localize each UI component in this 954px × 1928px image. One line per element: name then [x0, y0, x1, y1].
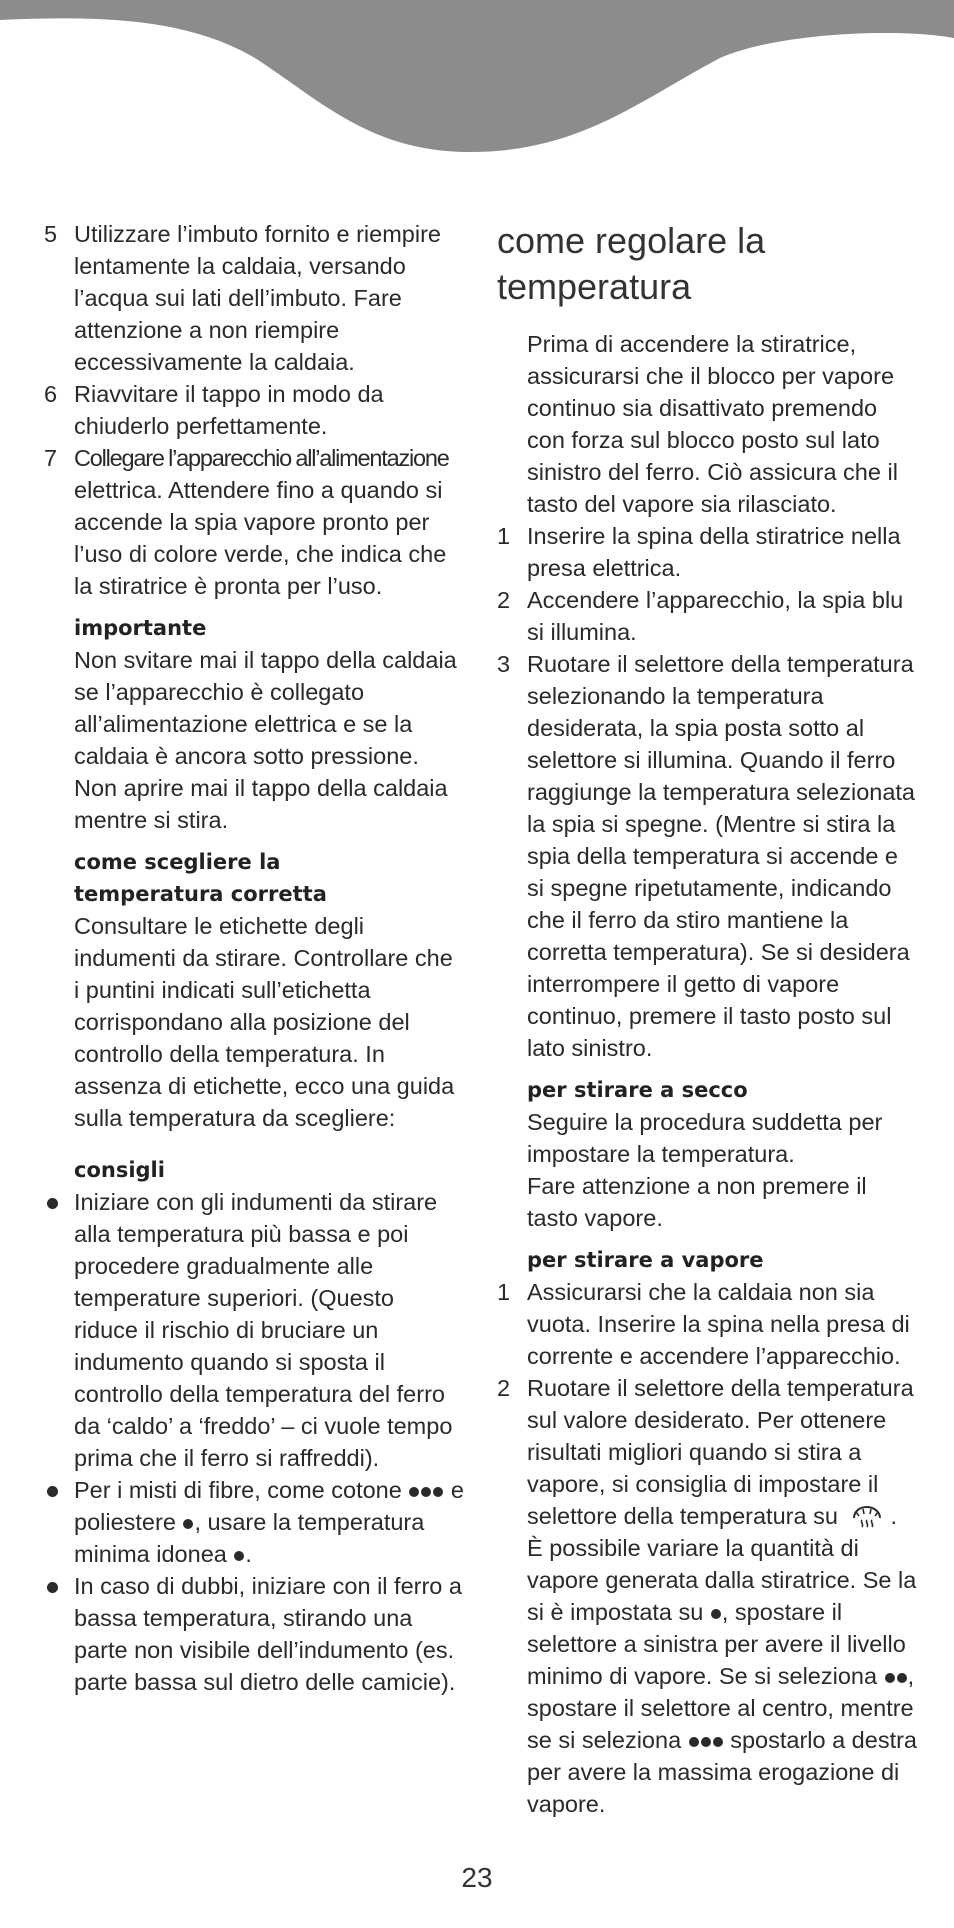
bullet-icon [47, 1198, 58, 1209]
step-text: Utilizzare l’imbuto fornito e riempire lentamente la caldaia, versando l’acqua sui lati dell’imbuto. Fare attenzione a non riempire eccessivamente la caldaia. [74, 221, 441, 375]
step-text: Ruotare il selettore della temperatura selezionando la temperatura desiderata, la spia posta sotto al selettore si illumina. Quando il ferro raggiunge la temperatura selezionata la spia si spegne. (Mentre si stira la spia della temperatura si accende e si spegne ripetutamente, indicando che il ferro da stiro mantiene la corretta temperatura). Se si desidera interrompere il getto di vapore continuo, premere il tasto posto sul lato sinistro. [527, 651, 916, 1061]
section-title: come regolare la temperatura [497, 220, 766, 307]
one-dot-icon [710, 1599, 722, 1625]
step-number: 3 [497, 651, 511, 677]
step-text: Accendere l’apparecchio, la spia blu si illumina. [527, 587, 904, 645]
three-dots-icon [688, 1727, 724, 1753]
header-wave [0, 0, 954, 160]
steam-step-2 [497, 1372, 917, 1820]
step-7 [44, 442, 464, 602]
tip-text-a: Per i misti di fibre, come cotone [74, 1477, 402, 1503]
choose-temp-text: Consultare le etichette degli indumenti da stirare. Controllare che i puntini indicati sull’etichetta corrispondano alla posizione del controllo della temperatura. In assenza di etichette, ecco una guida sulla temperatura da scegliere: [74, 913, 455, 1131]
steam-step-1 [497, 1276, 917, 1372]
important-heading: importante [74, 616, 207, 640]
step-text: Assicurarsi che la caldaia non sia vuota. Inserire la spina nella presa di corrente e accendere l’apparecchio. [527, 1279, 910, 1369]
step-text-d: , spostare il selettore a sinistra per avere il livello minimo di vapore. Se si seleziona [527, 1599, 906, 1689]
step-number: 2 [497, 587, 511, 613]
step-text-b: . [890, 1503, 897, 1529]
step-3 [497, 648, 917, 1064]
step-text-rest: elettrica. Attendere fino a quando si accende la spia vapore pronto per l’uso di colore verde, che indica che la stiratrice è pronta per l’uso. [74, 477, 447, 599]
dry-ironing-text-2: Fare attenzione a non premere il tasto vapore. [527, 1173, 867, 1231]
steam-ironing-heading: per stirare a vapore [527, 1248, 764, 1272]
step-2 [497, 584, 917, 648]
step-text-a: Ruotare il selettore della temperatura sul valore desiderato. Per ottenere risultati migliori quando si stira a vapore, si consiglia di impostare il selettore della temperatura su [527, 1375, 914, 1529]
tip-text-c: , usare la temperatura minima idonea [74, 1509, 425, 1567]
step-text: Inserire la spina della stiratrice nella presa elettrica. [527, 523, 901, 581]
intro-text: Prima di accendere la stiratrice, assicurarsi che il blocco per vapore continuo sia disattivato premendo con forza sul blocco posto sul lato sinistro del ferro. Ciò assicura che il tasto del vapore sia rilasciato. [527, 331, 898, 517]
step-number: 6 [44, 381, 58, 407]
tip-text: In caso di dubbi, iniziare con il ferro a bassa temperatura, stirando una parte non visibile dell’indumento (es. parte bassa sul dietro delle camicie). [74, 1573, 462, 1695]
tip-2 [44, 1474, 464, 1570]
step-text: Riavvitare il tappo in modo da chiuderlo perfettamente. [74, 381, 384, 439]
three-dots-icon [408, 1477, 444, 1503]
one-dot-icon [233, 1541, 245, 1567]
step-1 [497, 520, 917, 584]
right-column [497, 218, 917, 1820]
tip-text-d: . [245, 1541, 252, 1567]
choose-temp-heading-line2: temperatura corretta [74, 882, 327, 906]
step-number: 2 [497, 1375, 511, 1401]
step-number: 5 [44, 221, 58, 247]
step-text-f: spostarlo a destra per avere la massima erogazione di vapore. [527, 1727, 917, 1817]
step-number: 1 [497, 523, 511, 549]
choose-temp-heading-line1: come scegliere la [74, 850, 281, 874]
step-6 [44, 378, 464, 442]
two-dots-icon [884, 1663, 908, 1689]
tips-heading: consigli [74, 1158, 165, 1182]
step-number: 1 [497, 1279, 511, 1305]
tip-text: Iniziare con gli indumenti da stirare alla temperatura più bassa e poi procedere gradualmente alle temperature superiori. (Questo riduce il rischio di bruciare un indumento quando si sposta il controllo della temperatura del ferro da ‘caldo’ a ‘freddo’ – ci vuole tempo prima che il ferro si raffreddi). [74, 1189, 453, 1471]
step-text-line1: Collegare l’apparecchio all’alimentazione [74, 445, 449, 471]
one-dot-icon [182, 1509, 194, 1535]
bullet-icon [47, 1582, 58, 1593]
step-text-e: , spostare il selettore al centro, mentre se si seleziona [527, 1663, 915, 1753]
step-text-c: È possibile variare la quantità di vapore generata dalla stiratrice. Se la si è impostata su [527, 1535, 917, 1625]
left-column [44, 218, 464, 1698]
steam-icon [850, 1502, 884, 1528]
tip-text-b: e poliestere [74, 1477, 464, 1535]
dry-ironing-heading: per stirare a secco [527, 1078, 748, 1102]
dry-ironing-text-1: Seguire la procedura suddetta per impostare la temperatura. [527, 1109, 883, 1167]
step-5 [44, 218, 464, 378]
step-number: 7 [44, 445, 58, 471]
tip-3 [44, 1570, 464, 1698]
bullet-icon [47, 1486, 58, 1497]
tip-1 [44, 1186, 464, 1474]
important-text: Non svitare mai il tappo della caldaia se l’apparecchio è collegato all’alimentazione elettrica e se la caldaia è ancora sotto pressione. Non aprire mai il tappo della caldaia mentre si stira. [74, 647, 457, 833]
page-number: 23 [461, 1862, 493, 1893]
